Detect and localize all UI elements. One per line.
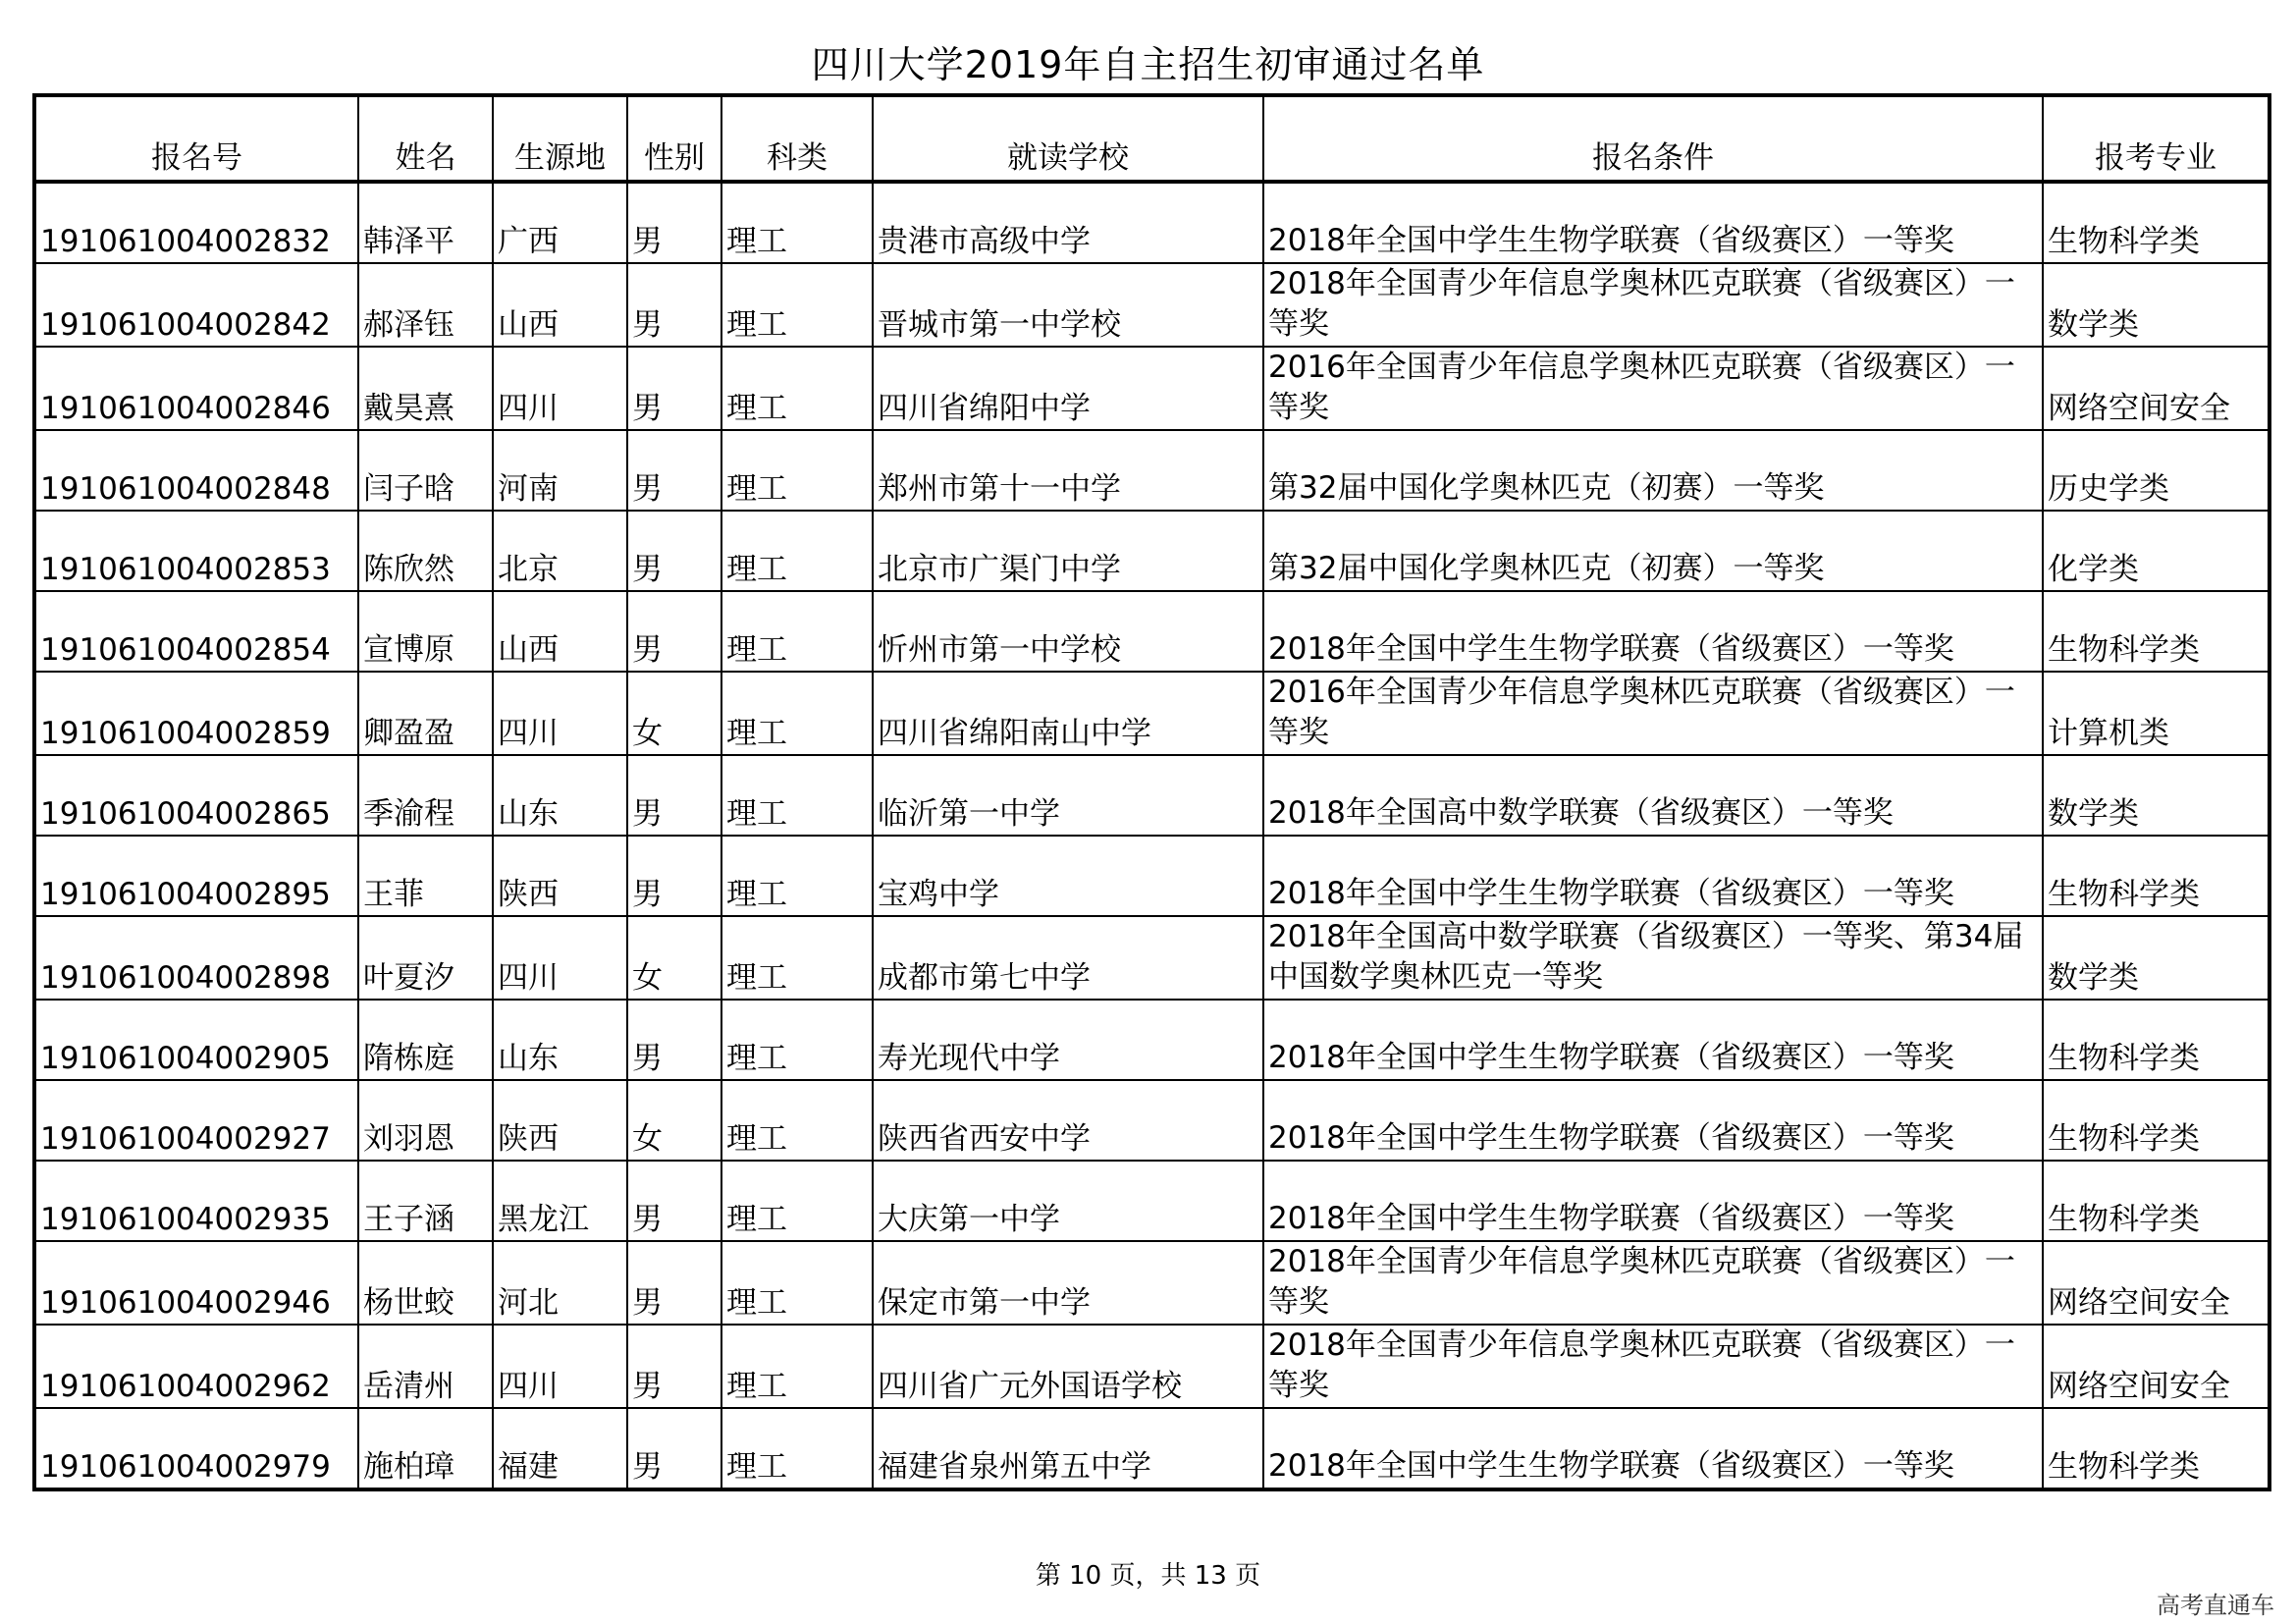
table-row — [34, 836, 2269, 916]
gender-cell: 男 — [627, 511, 721, 591]
registration-no-cell: 191061004002832 — [34, 182, 358, 263]
major-cell: 生物科学类 — [2043, 1080, 2269, 1161]
major-cell: 生物科学类 — [2043, 836, 2269, 916]
category-cell: 理工 — [721, 511, 873, 591]
major-cell: 历史学类 — [2043, 430, 2269, 511]
school-cell: 福建省泉州第五中学 — [873, 1408, 1263, 1489]
origin-cell: 福建 — [493, 1408, 627, 1489]
name-cell: 陈欣然 — [358, 511, 493, 591]
registration-no-cell: 191061004002946 — [34, 1241, 358, 1325]
qualification-cell: 2018年全国高中数学联赛（省级赛区）一等奖 — [1263, 755, 2043, 836]
table-row — [34, 1408, 2269, 1489]
major-cell: 网络空间安全 — [2043, 347, 2269, 430]
table-body — [34, 182, 2269, 1489]
registration-no-cell: 191061004002842 — [34, 263, 358, 347]
qualification-cell: 2018年全国中学生生物学联赛（省级赛区）一等奖 — [1263, 591, 2043, 672]
table-row — [34, 1241, 2269, 1325]
gender-cell: 男 — [627, 1161, 721, 1241]
document-title: 四川大学2019年自主招生初审通过名单 — [811, 43, 1485, 86]
registration-no-cell: 191061004002898 — [34, 916, 358, 1000]
major-cell: 网络空间安全 — [2043, 1241, 2269, 1325]
registration-no-cell: 191061004002962 — [34, 1325, 358, 1408]
name-cell: 王菲 — [358, 836, 493, 916]
page-number: 第 10 页，共 13 页 — [1035, 1561, 1261, 1591]
major-cell: 生物科学类 — [2043, 591, 2269, 672]
name-cell: 王子涵 — [358, 1161, 493, 1241]
column-header-registration-no: 报名号 — [34, 95, 358, 182]
gender-cell: 男 — [627, 347, 721, 430]
gender-cell: 男 — [627, 182, 721, 263]
origin-cell: 陕西 — [493, 1080, 627, 1161]
origin-cell: 河北 — [493, 1241, 627, 1325]
gender-cell: 男 — [627, 1000, 721, 1080]
table-row — [34, 1325, 2269, 1408]
school-cell: 贵港市高级中学 — [873, 182, 1263, 263]
table-row — [34, 1080, 2269, 1161]
major-cell: 化学类 — [2043, 511, 2269, 591]
gender-cell: 男 — [627, 836, 721, 916]
qualification-cell: 2018年全国中学生生物学联赛（省级赛区）一等奖 — [1263, 1408, 2043, 1489]
category-cell: 理工 — [721, 591, 873, 672]
category-cell: 理工 — [721, 1161, 873, 1241]
name-cell: 季渝程 — [358, 755, 493, 836]
table-header-row — [34, 95, 2269, 182]
registration-no-cell: 191061004002905 — [34, 1000, 358, 1080]
category-cell: 理工 — [721, 347, 873, 430]
qualification-cell: 2018年全国中学生生物学联赛（省级赛区）一等奖 — [1263, 1000, 2043, 1080]
gender-cell: 男 — [627, 591, 721, 672]
major-cell: 网络空间安全 — [2043, 1325, 2269, 1408]
name-cell: 施柏璋 — [358, 1408, 493, 1489]
gender-cell: 男 — [627, 1408, 721, 1489]
school-cell: 四川省广元外国语学校 — [873, 1325, 1263, 1408]
category-cell: 理工 — [721, 182, 873, 263]
origin-cell: 四川 — [493, 1325, 627, 1408]
origin-cell: 广西 — [493, 182, 627, 263]
qualification-cell: 2018年全国青少年信息学奥林匹克联赛（省级赛区）一等奖 — [1263, 263, 2043, 347]
qualification-cell: 2018年全国青少年信息学奥林匹克联赛（省级赛区）一等奖 — [1263, 1241, 2043, 1325]
name-cell: 岳清州 — [358, 1325, 493, 1408]
category-cell: 理工 — [721, 755, 873, 836]
category-cell: 理工 — [721, 1325, 873, 1408]
name-cell: 刘羽恩 — [358, 1080, 493, 1161]
major-cell: 数学类 — [2043, 263, 2269, 347]
qualification-cell: 2018年全国中学生生物学联赛（省级赛区）一等奖 — [1263, 1080, 2043, 1161]
name-cell: 隋栋庭 — [358, 1000, 493, 1080]
major-cell: 数学类 — [2043, 916, 2269, 1000]
origin-cell: 陕西 — [493, 836, 627, 916]
name-cell: 卿盈盈 — [358, 672, 493, 755]
qualification-cell: 2018年全国中学生生物学联赛（省级赛区）一等奖 — [1263, 836, 2043, 916]
registration-no-cell: 191061004002895 — [34, 836, 358, 916]
category-cell: 理工 — [721, 916, 873, 1000]
table-row — [34, 672, 2269, 755]
column-header-category: 科类 — [721, 95, 873, 182]
table-row — [34, 916, 2269, 1000]
name-cell: 叶夏汐 — [358, 916, 493, 1000]
qualification-cell: 2018年全国高中数学联赛（省级赛区）一等奖、第34届中国数学奥林匹克一等奖 — [1263, 916, 2043, 1000]
column-header-school: 就读学校 — [873, 95, 1263, 182]
origin-cell: 四川 — [493, 347, 627, 430]
column-header-major: 报考专业 — [2043, 95, 2269, 182]
school-cell: 临沂第一中学 — [873, 755, 1263, 836]
school-cell: 寿光现代中学 — [873, 1000, 1263, 1080]
gender-cell: 男 — [627, 263, 721, 347]
name-cell: 杨世蛟 — [358, 1241, 493, 1325]
table-row — [34, 182, 2269, 263]
gender-cell: 男 — [627, 1241, 721, 1325]
category-cell: 理工 — [721, 263, 873, 347]
school-cell: 成都市第七中学 — [873, 916, 1263, 1000]
school-cell: 大庆第一中学 — [873, 1161, 1263, 1241]
table-row — [34, 430, 2269, 511]
watermark: 高考直通车 — [2157, 1592, 2274, 1619]
category-cell: 理工 — [721, 672, 873, 755]
school-cell: 四川省绵阳中学 — [873, 347, 1263, 430]
registration-no-cell: 191061004002935 — [34, 1161, 358, 1241]
gender-cell: 女 — [627, 672, 721, 755]
category-cell: 理工 — [721, 1080, 873, 1161]
registration-no-cell: 191061004002865 — [34, 755, 358, 836]
origin-cell: 四川 — [493, 916, 627, 1000]
qualification-cell: 2016年全国青少年信息学奥林匹克联赛（省级赛区）一等奖 — [1263, 347, 2043, 430]
origin-cell: 四川 — [493, 672, 627, 755]
qualification-cell: 第32届中国化学奥林匹克（初赛）一等奖 — [1263, 430, 2043, 511]
table-row — [34, 511, 2269, 591]
column-header-origin: 生源地 — [493, 95, 627, 182]
column-header-qualification: 报名条件 — [1263, 95, 2043, 182]
major-cell: 生物科学类 — [2043, 1000, 2269, 1080]
table-row — [34, 263, 2269, 347]
school-cell: 郑州市第十一中学 — [873, 430, 1263, 511]
origin-cell: 黑龙江 — [493, 1161, 627, 1241]
category-cell: 理工 — [721, 1408, 873, 1489]
origin-cell: 河南 — [493, 430, 627, 511]
school-cell: 保定市第一中学 — [873, 1241, 1263, 1325]
registration-no-cell: 191061004002859 — [34, 672, 358, 755]
origin-cell: 山东 — [493, 1000, 627, 1080]
gender-cell: 男 — [627, 755, 721, 836]
qualification-cell: 第32届中国化学奥林匹克（初赛）一等奖 — [1263, 511, 2043, 591]
registration-no-cell: 191061004002853 — [34, 511, 358, 591]
school-cell: 宝鸡中学 — [873, 836, 1263, 916]
table-row — [34, 1161, 2269, 1241]
qualification-cell: 2018年全国青少年信息学奥林匹克联赛（省级赛区）一等奖 — [1263, 1325, 2043, 1408]
major-cell: 生物科学类 — [2043, 1161, 2269, 1241]
registration-no-cell: 191061004002854 — [34, 591, 358, 672]
name-cell: 郝泽钰 — [358, 263, 493, 347]
registration-no-cell: 191061004002846 — [34, 347, 358, 430]
school-cell: 忻州市第一中学校 — [873, 591, 1263, 672]
table-row — [34, 1000, 2269, 1080]
table-row — [34, 591, 2269, 672]
gender-cell: 女 — [627, 1080, 721, 1161]
category-cell: 理工 — [721, 1000, 873, 1080]
name-cell: 戴昊熹 — [358, 347, 493, 430]
name-cell: 宣博原 — [358, 591, 493, 672]
origin-cell: 山西 — [493, 263, 627, 347]
admission-list-table — [32, 93, 2271, 1491]
school-cell: 陕西省西安中学 — [873, 1080, 1263, 1161]
qualification-cell: 2016年全国青少年信息学奥林匹克联赛（省级赛区）一等奖 — [1263, 672, 2043, 755]
gender-cell: 男 — [627, 1325, 721, 1408]
origin-cell: 山西 — [493, 591, 627, 672]
origin-cell: 北京 — [493, 511, 627, 591]
major-cell: 数学类 — [2043, 755, 2269, 836]
category-cell: 理工 — [721, 1241, 873, 1325]
qualification-cell: 2018年全国中学生生物学联赛（省级赛区）一等奖 — [1263, 1161, 2043, 1241]
category-cell: 理工 — [721, 836, 873, 916]
gender-cell: 男 — [627, 430, 721, 511]
category-cell: 理工 — [721, 430, 873, 511]
name-cell: 闫子晗 — [358, 430, 493, 511]
name-cell: 韩泽平 — [358, 182, 493, 263]
gender-cell: 女 — [627, 916, 721, 1000]
table-row — [34, 755, 2269, 836]
qualification-cell: 2018年全国中学生生物学联赛（省级赛区）一等奖 — [1263, 182, 2043, 263]
column-header-name: 姓名 — [358, 95, 493, 182]
major-cell: 生物科学类 — [2043, 182, 2269, 263]
origin-cell: 山东 — [493, 755, 627, 836]
registration-no-cell: 191061004002927 — [34, 1080, 358, 1161]
school-cell: 四川省绵阳南山中学 — [873, 672, 1263, 755]
school-cell: 北京市广渠门中学 — [873, 511, 1263, 591]
school-cell: 晋城市第一中学校 — [873, 263, 1263, 347]
column-header-gender: 性别 — [627, 95, 721, 182]
registration-no-cell: 191061004002848 — [34, 430, 358, 511]
major-cell: 生物科学类 — [2043, 1408, 2269, 1489]
major-cell: 计算机类 — [2043, 672, 2269, 755]
registration-no-cell: 191061004002979 — [34, 1408, 358, 1489]
table-row — [34, 347, 2269, 430]
